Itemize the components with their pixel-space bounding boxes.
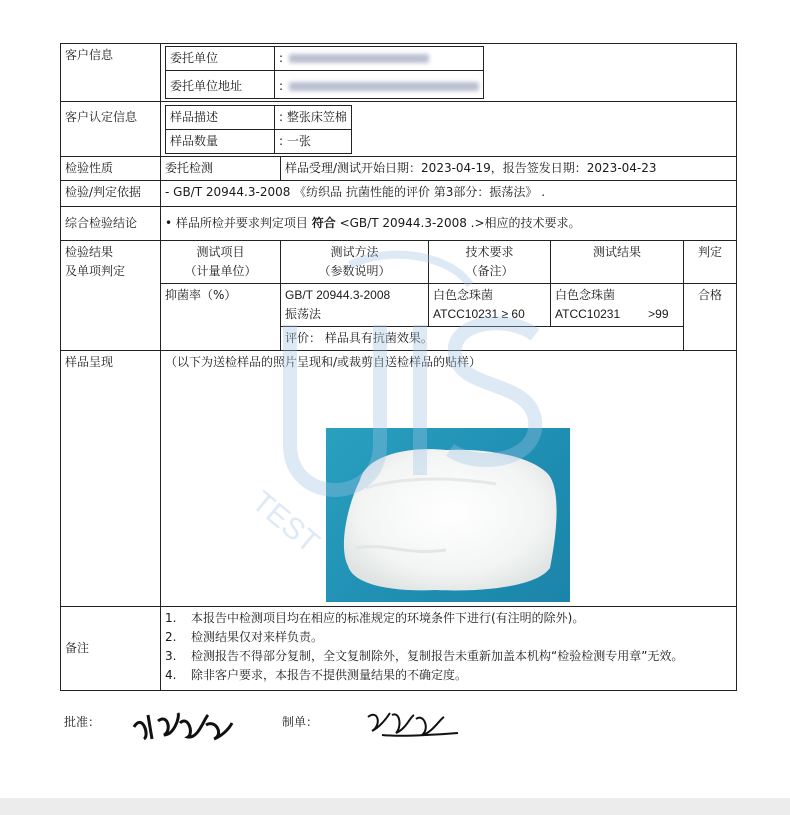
conclusion-row	[61, 207, 737, 241]
basis-label: 检验/判定依据	[61, 181, 161, 207]
result-method-line1: GB/T 20944.3-2008	[285, 288, 391, 302]
remark-item: 4. 除非客户要求，本报告不提供测量结果的不确定度。	[165, 668, 468, 682]
result-method	[281, 284, 429, 327]
sample-qty-colon: :	[279, 134, 284, 148]
sample-desc-value: 整张床笠棉	[286, 110, 347, 124]
watermark-text: TEST	[245, 485, 326, 560]
header-method-line1: 测试方法	[330, 245, 379, 259]
result-requirement	[429, 284, 551, 327]
results-header-row	[61, 241, 737, 284]
conclusion-cell	[161, 207, 737, 241]
header-item-line2: （计量单位）	[184, 264, 257, 278]
signature-row	[60, 705, 660, 745]
result-method-line2: 振荡法	[285, 307, 322, 321]
result-row	[61, 284, 737, 327]
remark-item: 1. 本报告中检测项目均在相应的标准规定的环境条件下进行(有注明的除外)。	[165, 611, 585, 625]
conclusion-label: 综合检验结论	[61, 207, 161, 241]
nature-label: 检验性质	[61, 157, 161, 181]
conclusion-verdict: 符合	[311, 216, 336, 230]
header-result: 测试结果	[551, 241, 684, 284]
client-confirm-cell	[161, 102, 737, 157]
result-value-line1: 白色念珠菌	[555, 288, 616, 302]
result-value-number: >99	[648, 307, 669, 321]
client-confirm-row	[61, 102, 737, 157]
sample-photo	[326, 428, 570, 602]
entrust-address-redacted	[289, 82, 479, 91]
entrust-address-colon: :	[279, 79, 284, 93]
result-req-line2: ATCC10231 ≥ 60	[433, 307, 525, 321]
result-req-line1: 白色念珠菌	[433, 288, 494, 302]
result-verdict: 合格	[684, 284, 737, 351]
sample-qty-label: 样品数量	[166, 130, 275, 154]
sample-note: （以下为送检样品的照片呈现和/或裁剪自送检样品的贴样）	[161, 351, 737, 607]
header-item	[161, 241, 281, 284]
client-info-row	[61, 44, 737, 102]
sample-desc-label: 样品描述	[166, 106, 275, 130]
sample-desc-colon: :	[279, 110, 284, 124]
header-verdict: 判定	[684, 241, 737, 284]
header-requirement	[429, 241, 551, 284]
result-item: 抑菌率（%）	[161, 284, 281, 351]
client-info-label: 客户信息	[61, 44, 161, 102]
remark-item: 3. 检测报告不得部分复制，全文复制除外，复制报告未重新加盖本机构“检验检测专用章”无效。	[165, 649, 684, 663]
nature-value: 委托检测	[161, 157, 281, 181]
preparer-signature	[362, 705, 462, 739]
basis-value: - GB/T 20944.3-2008 《纺织品 抗菌性能的评价 第3部分：振荡法》 .	[161, 181, 737, 207]
entrust-unit-redacted	[289, 54, 429, 63]
header-item-line1: 测试项目	[196, 245, 245, 259]
entrust-unit-label: 委托单位	[166, 47, 275, 71]
entrust-unit-colon: :	[279, 51, 284, 65]
entrust-address-label: 委托单位地址	[166, 71, 275, 99]
header-req-line2: （备注）	[465, 264, 514, 278]
remarks-list	[161, 607, 737, 691]
remarks-label: 备注	[61, 607, 161, 691]
nature-row	[61, 157, 737, 181]
conclusion-prefix: • 样品所检并要求判定项目	[165, 216, 308, 230]
approver-signature	[128, 705, 238, 743]
result-value-strain: ATCC10231	[555, 307, 621, 321]
header-req-line1: 技术要求	[465, 245, 514, 259]
approve-label: 批准：	[64, 715, 101, 729]
bottom-bar	[0, 798, 790, 815]
cotton-pad-image	[326, 428, 570, 602]
prepare-label: 制单：	[282, 715, 319, 729]
remarks-row	[61, 607, 737, 691]
header-method	[281, 241, 429, 284]
result-value-line2	[555, 305, 679, 324]
remark-item: 2. 检测结果仅对来样负责。	[165, 630, 324, 644]
conclusion-suffix: <GB/T 20944.3-2008 .>相应的技术要求。	[339, 216, 581, 230]
nature-dates: 样品受理/测试开始日期：2023-04-19，报告签发日期：2023-04-23	[281, 157, 737, 181]
results-label-line2: 及单项判定	[65, 264, 126, 278]
sample-qty-value: 一张	[286, 134, 311, 148]
client-confirm-label: 客户认定信息	[61, 102, 161, 157]
evaluation-text: 评价： 样品具有抗菌效果。	[281, 327, 684, 351]
results-label-line1: 检验结果	[65, 245, 114, 259]
basis-row	[61, 181, 737, 207]
client-info-cell	[161, 44, 737, 102]
sample-label: 样品呈现	[61, 351, 161, 607]
header-method-line2: （参数说明）	[318, 264, 391, 278]
result-value	[551, 284, 684, 327]
results-label	[61, 241, 161, 351]
